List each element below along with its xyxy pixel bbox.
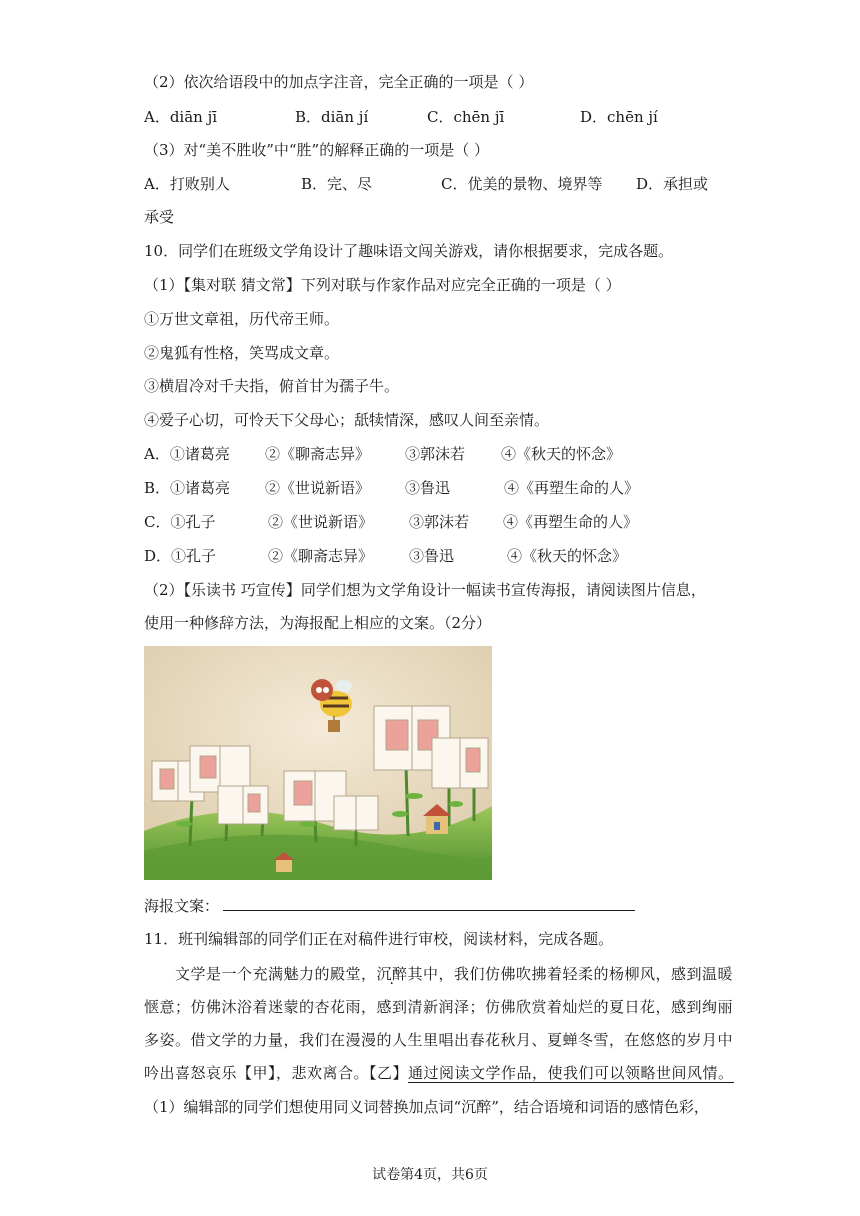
option-a-part-1: A．①诸葛亮 bbox=[144, 445, 230, 463]
reading-poster-image bbox=[144, 646, 492, 880]
q9-sub2-option-b: B．diān jí bbox=[295, 108, 369, 126]
dotted-word-chenzui: 沉醉 bbox=[376, 965, 408, 983]
option-c-part-1: C．①孔子 bbox=[144, 513, 216, 531]
passage-text-1a: 文学是一个充满魅力的殿堂， bbox=[175, 965, 377, 983]
couplet-1: ①万世文章祖，历代帝王师。 bbox=[144, 310, 340, 328]
q11-stem: 11．班刊编辑部的同学们正在对稿件进行审校，阅读材料，完成各题。 bbox=[144, 930, 614, 948]
q9-sub2-option-a: A．diān jī bbox=[144, 108, 218, 126]
q10-sub2-line-2: 使用一种修辞方法，为海报配上相应的文案。（2分） bbox=[144, 614, 492, 632]
poster-caption-blank[interactable] bbox=[223, 896, 635, 911]
option-d-part-1: D．①孔子 bbox=[144, 547, 217, 565]
q9-sub3-option-b: B．完、尽 bbox=[301, 175, 373, 193]
q11-passage-line-2: 惬意；仿佛沐浴着迷蒙的杏花雨，感到清新润泽；仿佛欣赏着灿烂的夏日花，感到绚丽 bbox=[144, 998, 734, 1016]
passage-text-4a: 吟出喜怒哀乐【甲】，悲欢离合。【乙】 bbox=[144, 1064, 409, 1082]
option-b-part-3: ③鲁迅 bbox=[405, 479, 451, 497]
option-a-part-2: ②《聊斋志异》 bbox=[265, 445, 371, 463]
q9-sub2-option-d: D．chēn jí bbox=[580, 108, 658, 126]
couplet-2: ②鬼狐有性格，笑骂成文章。 bbox=[144, 344, 340, 362]
poster-caption-line bbox=[144, 896, 635, 916]
q9-sub3-stem: （3）对“美不胜收”中“胜”的解释正确的一项是（ ） bbox=[144, 141, 489, 159]
option-d-part-4: ④《秋天的怀念》 bbox=[507, 547, 628, 565]
option-b-part-2: ②《世说新语》 bbox=[265, 479, 371, 497]
couplet-3: ③横眉冷对千夫指，俯首甘为孺子牛。 bbox=[144, 377, 400, 395]
option-b-part-1: B．①诸葛亮 bbox=[144, 479, 231, 497]
q9-sub3-option-c: C．优美的景物、境界等 bbox=[441, 175, 603, 193]
q9-sub2-stem: （2）依次给语段中的加点字注音，完全正确的一项是（ ） bbox=[144, 73, 534, 91]
option-c-part-3: ③郭沫若 bbox=[409, 513, 470, 531]
option-b-part-4: ④《再塑生命的人》 bbox=[504, 479, 640, 497]
q9-sub3-option-d: D．承担或 bbox=[636, 175, 709, 193]
underlined-sentence-yi: 通过阅读文学作品，使我们可以领略世间风情。 bbox=[408, 1064, 734, 1082]
q11-passage-line-4 bbox=[144, 1063, 734, 1083]
q10-sub2-line-1: （2）【乐读书 巧宣传】同学们想为文学角设计一幅读书宣传海报，请阅读图片信息， bbox=[144, 581, 706, 599]
q9-sub3-option-a: A．打败别人 bbox=[144, 175, 230, 193]
page-footer: 试卷第4页，共6页 bbox=[372, 1167, 488, 1183]
couplet-4: ④爱子心切，可怜天下父母心；舐犊情深，感叹人间至亲情。 bbox=[144, 411, 550, 429]
option-d-part-2: ②《聊斋志异》 bbox=[268, 547, 374, 565]
q9-sub3-option-d-wrap: 承受 bbox=[144, 208, 175, 226]
q11-passage-line-1 bbox=[175, 964, 733, 984]
option-a-part-3: ③郭沫若 bbox=[405, 445, 466, 463]
poster-caption-label: 海报文案： bbox=[144, 897, 220, 915]
q9-sub2-option-c: C．chēn jī bbox=[427, 108, 505, 126]
q10-stem: 10．同学们在班级文学角设计了趣味语文闯关游戏，请你根据要求，完成各题。 bbox=[144, 242, 674, 260]
q10-sub1-stem: （1）【集对联 猜文常】下列对联与作家作品对应完全正确的一项是（ ） bbox=[144, 276, 621, 294]
option-c-part-2: ②《世说新语》 bbox=[268, 513, 374, 531]
passage-text-1b: 其中，我们仿佛吹拂着轻柔的杨柳风，感到温暖 bbox=[407, 965, 734, 983]
option-a-part-4: ④《秋天的怀念》 bbox=[501, 445, 622, 463]
option-d-part-3: ③鲁迅 bbox=[409, 547, 455, 565]
q11-sub1-stem: （1）编辑部的同学们想使用同义词替换加点词“沉醉”，结合语境和词语的感情色彩， bbox=[144, 1098, 709, 1116]
q11-passage-line-3: 多姿。借文学的力量，我们在漫漫的人生里唱出春花秋月、夏蝉冬雪，在悠悠的岁月中 bbox=[144, 1031, 734, 1049]
option-c-part-4: ④《再塑生命的人》 bbox=[503, 513, 639, 531]
